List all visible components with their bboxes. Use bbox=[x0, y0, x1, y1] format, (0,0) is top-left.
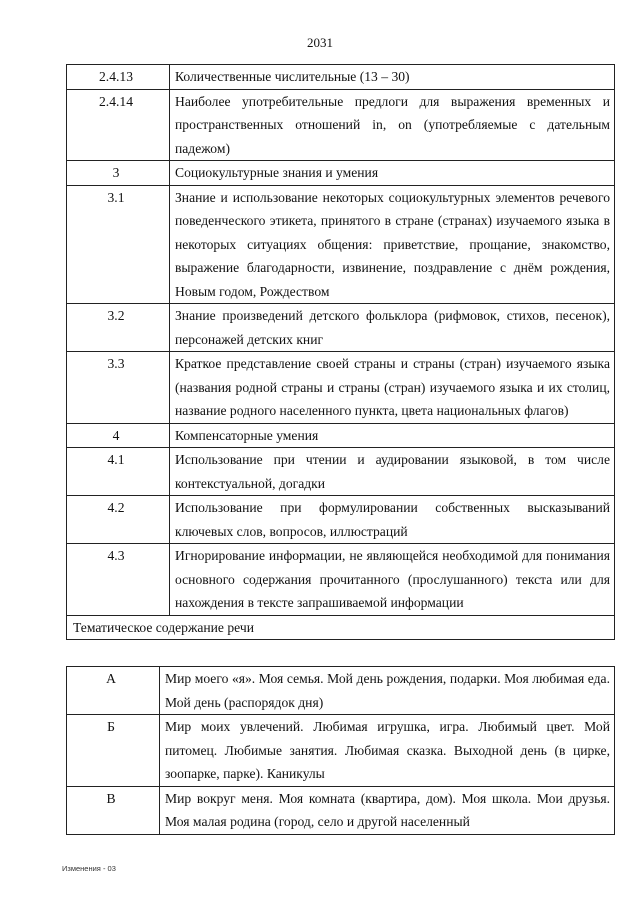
row-text: Игнорирование информации, не являющейся необходимой для понимания основного содержания прочитанного (прослушанного) текста или для нахождения в тексте запрашиваемой информации bbox=[170, 544, 615, 616]
row-code: 3 bbox=[67, 161, 170, 186]
table-row bbox=[67, 65, 615, 90]
table-row bbox=[67, 304, 615, 352]
table-row bbox=[67, 89, 615, 161]
row-code: 4.1 bbox=[67, 448, 170, 496]
row-code: 3.1 bbox=[67, 185, 170, 304]
section-heading-row bbox=[67, 615, 615, 640]
row-code: 2.4.14 bbox=[67, 89, 170, 161]
table-row bbox=[67, 423, 615, 448]
table-row bbox=[67, 544, 615, 616]
row-text: Краткое представление своей страны и страны (стран) изучаемого языка (названия родной страны и страны (стран) изучаемого языка и их столиц, название родного населенного пункта, цвета национальных флагов) bbox=[170, 352, 615, 424]
row-text: Мир моего «я». Моя семья. Мой день рождения, подарки. Моя любимая еда. Мой день (распорядок дня) bbox=[160, 667, 615, 715]
row-code: Б bbox=[67, 715, 160, 787]
table-row bbox=[67, 185, 615, 304]
topics-table bbox=[66, 666, 615, 835]
table-row bbox=[67, 161, 615, 186]
table-row bbox=[67, 786, 615, 834]
row-text: Социокультурные знания и умения bbox=[170, 161, 615, 186]
row-text: Наиболее употребительные предлоги для выражения временных и пространственных отношений in, on (употребляемые с дательным падежом) bbox=[170, 89, 615, 161]
row-text: Знание и использование некоторых социокультурных элементов речевого поведенческого этикета, принятого в стране (странах) изучаемого языка в некоторых ситуациях общения: приветствие, прощание, знакомство, выражение благодарности, извинение, поздравление с днём рождения, Новым годом, Рождеством bbox=[170, 185, 615, 304]
row-code: 4 bbox=[67, 423, 170, 448]
table-row bbox=[67, 715, 615, 787]
row-text: Мир моих увлечений. Любимая игрушка, игра. Любимый цвет. Мой питомец. Любимые занятия. Любимая сказка. Выходной день (в цирке, зоопарке, парке). Каникулы bbox=[160, 715, 615, 787]
table-row bbox=[67, 667, 615, 715]
row-code: 2.4.13 bbox=[67, 65, 170, 90]
footer-revision-note: Изменения - 03 bbox=[62, 864, 116, 873]
table-row bbox=[67, 448, 615, 496]
row-text: Компенсаторные умения bbox=[170, 423, 615, 448]
table-row bbox=[67, 496, 615, 544]
page-number: 2031 bbox=[307, 35, 333, 50]
row-text: Использование при формулировании собственных высказываний ключевых слов, вопросов, иллюстраций bbox=[170, 496, 615, 544]
row-code: 3.3 bbox=[67, 352, 170, 424]
row-code: 4.3 bbox=[67, 544, 170, 616]
row-text: Количественные числительные (13 – 30) bbox=[170, 65, 615, 90]
row-text: Мир вокруг меня. Моя комната (квартира, дом). Моя школа. Мои друзья. Моя малая родина (город, село и другой населенный bbox=[160, 786, 615, 834]
curriculum-table bbox=[66, 64, 615, 640]
row-code: 4.2 bbox=[67, 496, 170, 544]
row-text: Использование при чтении и аудировании языковой, в том числе контекстуальной, догадки bbox=[170, 448, 615, 496]
row-text: Знание произведений детского фольклора (рифмовок, стихов, песенок), персонажей детских книг bbox=[170, 304, 615, 352]
row-code: В bbox=[67, 786, 160, 834]
table-row bbox=[67, 352, 615, 424]
row-code: 3.2 bbox=[67, 304, 170, 352]
section-heading: Тематическое содержание речи bbox=[67, 615, 615, 640]
row-code: А bbox=[67, 667, 160, 715]
